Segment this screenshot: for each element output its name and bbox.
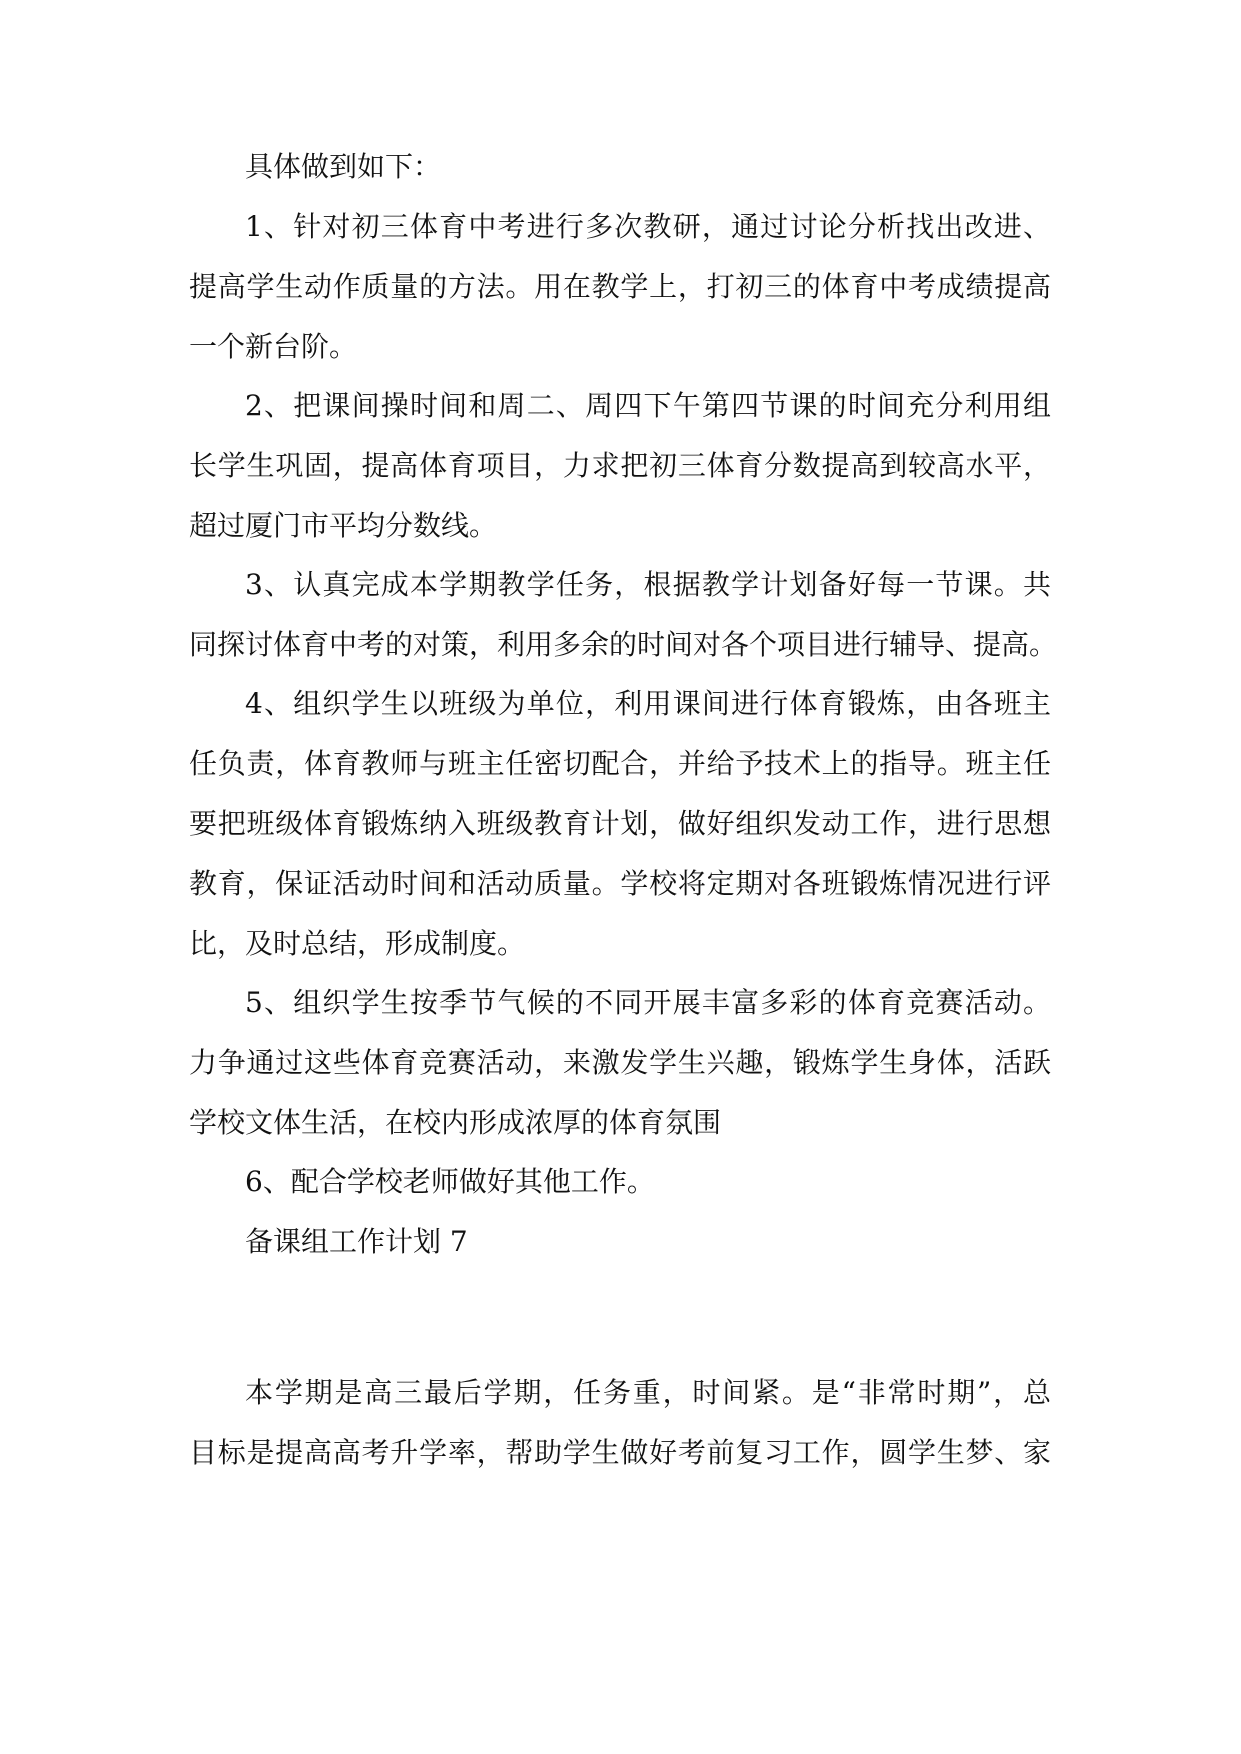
text-line: 1、针对初三体育中考进行多次教研，通过讨论分析找出改进、 xyxy=(245,210,1051,243)
text-line: 具体做到如下： xyxy=(245,150,442,183)
item-1-paragraph xyxy=(189,197,1051,377)
text-line: 3、认真完成本学期教学任务，根据教学计划备好每一节课。共 xyxy=(245,568,1051,601)
text-line: 2、把课间操时间和周二、周四下午第四节课的时间充分利用组 xyxy=(245,389,1051,422)
text-line: 同探讨体育中考的对策，利用多余的时间对各个项目进行辅导、提高。 xyxy=(189,628,1058,661)
text-line: 要把班级体育锻炼纳入班级教育计划，做好组织发动工作，进行思想 xyxy=(189,807,1051,840)
text-line: 目标是提高高考升学率，帮助学生做好考前复习工作，圆学生梦、家 xyxy=(189,1436,1051,1469)
item-3-paragraph xyxy=(189,555,1058,675)
text-line: 提高学生动作质量的方法。用在教学上，打初三的体育中考成绩提高 xyxy=(189,270,1051,303)
text-line: 力争通过这些体育竞赛活动，来激发学生兴趣，锻炼学生身体，活跃 xyxy=(189,1046,1051,1079)
text-line: 4、组织学生以班级为单位，利用课间进行体育锻炼，由各班主 xyxy=(245,687,1051,720)
text-line: 任负责，体育教师与班主任密切配合，并给予技术上的指导。班主任 xyxy=(189,747,1051,780)
item-2-paragraph xyxy=(189,376,1051,556)
section-title xyxy=(189,1212,1051,1272)
intro-paragraph xyxy=(189,137,1051,197)
text-line: 长学生巩固，提高体育项目，力求把初三体育分数提高到较高水平， xyxy=(189,449,1051,482)
text-line: 一个新台阶。 xyxy=(189,330,358,363)
text-line: 5、组织学生按季节气候的不同开展丰富多彩的体育竞赛活动。 xyxy=(245,986,1051,1019)
text-line: 教育，保证活动时间和活动质量。学校将定期对各班锻炼情况进行评 xyxy=(189,867,1051,900)
text-line: 比，及时总结，形成制度。 xyxy=(189,927,526,960)
text-line: 学校文体生活，在校内形成浓厚的体育氛围 xyxy=(189,1106,722,1139)
next-paragraph xyxy=(189,1363,1051,1483)
text-line: 超过厦门市平均分数线。 xyxy=(189,509,498,542)
section-title-text: 备课组工作计划 7 xyxy=(245,1225,468,1258)
item-5-paragraph xyxy=(189,973,1051,1153)
text-line: 6、配合学校老师做好其他工作。 xyxy=(245,1165,655,1198)
item-6-paragraph xyxy=(189,1152,1051,1212)
text-line: 本学期是高三最后学期，任务重，时间紧。是“非常时期”，总 xyxy=(245,1376,1051,1409)
item-4-paragraph xyxy=(189,674,1051,974)
